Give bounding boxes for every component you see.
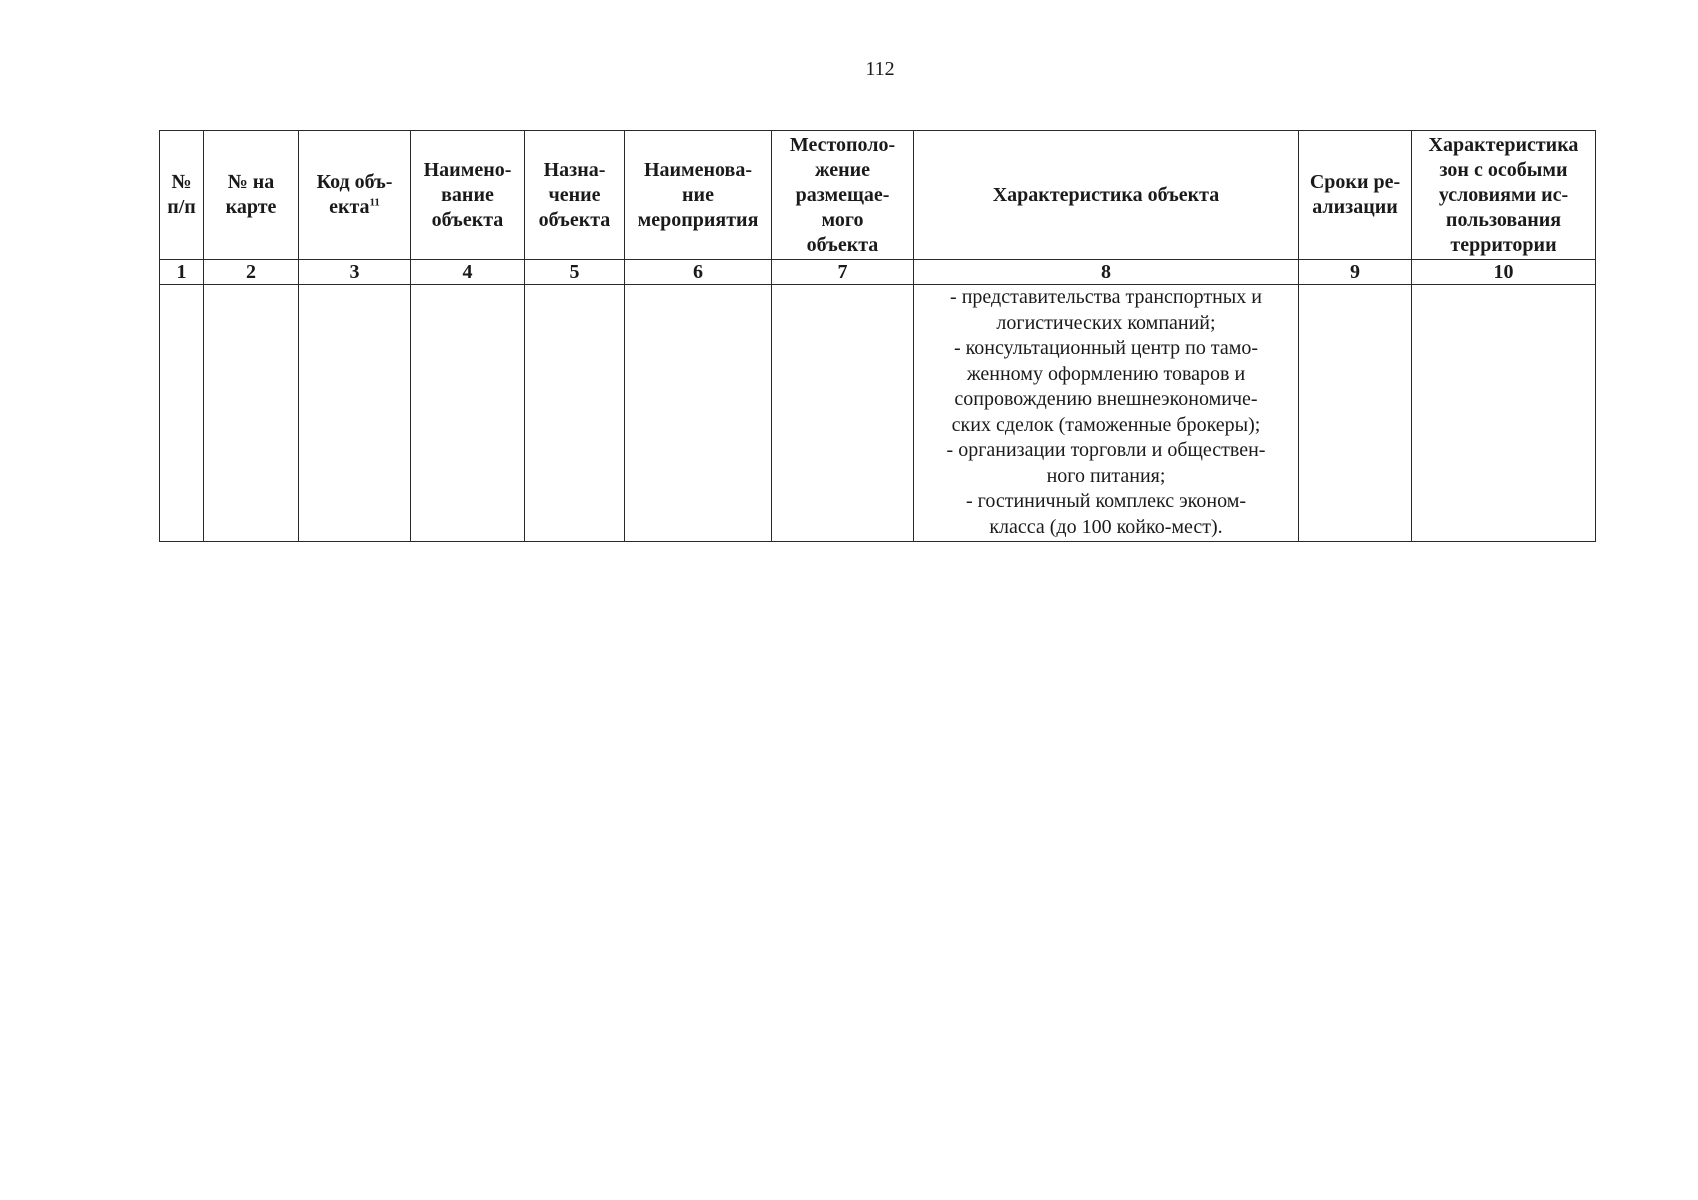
header-line: пользования (1445, 208, 1562, 231)
column-number-cell: 3 (299, 260, 411, 285)
header-line: объекта (538, 208, 611, 231)
object-table (159, 130, 1596, 542)
header-cell-object-purpose (525, 131, 625, 260)
header-cell-number (160, 131, 204, 260)
characteristics-line: класса (до 100 койко-мест). (989, 515, 1223, 538)
header-line: № на (227, 171, 275, 193)
header-line: п/п (167, 196, 196, 218)
header-line: размещае- (795, 183, 890, 206)
table-row (160, 285, 1596, 542)
column-number-cell: 5 (525, 260, 625, 285)
column-number-cell: 10 (1412, 260, 1596, 285)
cell-map-number (204, 285, 299, 542)
footnote-marker: 11 (369, 196, 380, 209)
column-number-cell: 1 (160, 260, 204, 285)
characteristics-line: - гостиничный комплекс эконом- (965, 490, 1247, 512)
characteristics-line: - представительства транспортных и (950, 286, 1262, 308)
header-cell-object-characteristics (914, 131, 1299, 260)
column-number-cell: 7 (772, 260, 914, 285)
header-cell-map-number (204, 131, 299, 260)
header-line: мероприятия (637, 208, 759, 231)
cell-object-code (299, 285, 411, 542)
header-line: екта (329, 196, 370, 218)
cell-special-zones (1412, 285, 1596, 542)
header-line: чение (548, 183, 601, 206)
header-cell-object-code (299, 131, 411, 260)
column-number-cell: 4 (411, 260, 525, 285)
page-number: 112 (865, 58, 895, 80)
header-line: Назна- (543, 158, 606, 181)
characteristics-line: ских сделок (таможенные брокеры); (951, 413, 1261, 436)
header-line: № (171, 171, 192, 193)
header-line: карте (225, 196, 277, 218)
header-line: условиями ис- (1438, 183, 1569, 206)
header-line: Сроки ре- (1309, 171, 1401, 193)
header-line: Наимено- (423, 158, 512, 181)
column-number-cell: 8 (914, 260, 1299, 285)
column-number-row (160, 260, 1596, 285)
header-line: объекта (431, 208, 504, 231)
table-header-row (160, 131, 1596, 260)
header-line: Код объ- (316, 171, 393, 193)
cell-number (160, 285, 204, 542)
header-line: Наименова- (643, 158, 753, 181)
characteristics-line: сопровождению внешнеэкономиче- (954, 388, 1258, 410)
characteristics-line: ного питания; (1046, 464, 1166, 487)
header-line: территории (1450, 233, 1557, 256)
header-line: вание (441, 183, 494, 206)
cell-object-characteristics (914, 285, 1299, 542)
characteristics-text (916, 285, 1296, 540)
header-line: Местополо- (789, 133, 896, 156)
header-cell-special-zones (1412, 131, 1596, 260)
header-line: Характеристика (1428, 133, 1579, 156)
column-number-cell: 9 (1299, 260, 1412, 285)
header-line: жение (814, 158, 871, 181)
cell-measure-name (625, 285, 772, 542)
characteristics-line: - организации торговли и обществен- (946, 439, 1266, 461)
header-line: Характеристика объекта (992, 183, 1220, 206)
cell-object-location (772, 285, 914, 542)
characteristics-line: женному оформлению товаров и (966, 362, 1246, 385)
header-line: ние (682, 183, 714, 206)
header-line: ализации (1312, 196, 1398, 218)
header-line: зон с особыми (1439, 158, 1568, 181)
header-cell-measure-name (625, 131, 772, 260)
header-cell-object-name (411, 131, 525, 260)
column-number-cell: 6 (625, 260, 772, 285)
header-cell-implementation-period (1299, 131, 1412, 260)
cell-object-purpose (525, 285, 625, 542)
header-line: объекта (806, 233, 879, 256)
cell-implementation-period (1299, 285, 1412, 542)
header-cell-object-location (772, 131, 914, 260)
header-line: мого (821, 208, 864, 231)
characteristics-line: логистических компаний; (996, 311, 1216, 334)
characteristics-line: - консультационный центр по тамо- (953, 337, 1259, 359)
cell-object-name (411, 285, 525, 542)
column-number-cell: 2 (204, 260, 299, 285)
